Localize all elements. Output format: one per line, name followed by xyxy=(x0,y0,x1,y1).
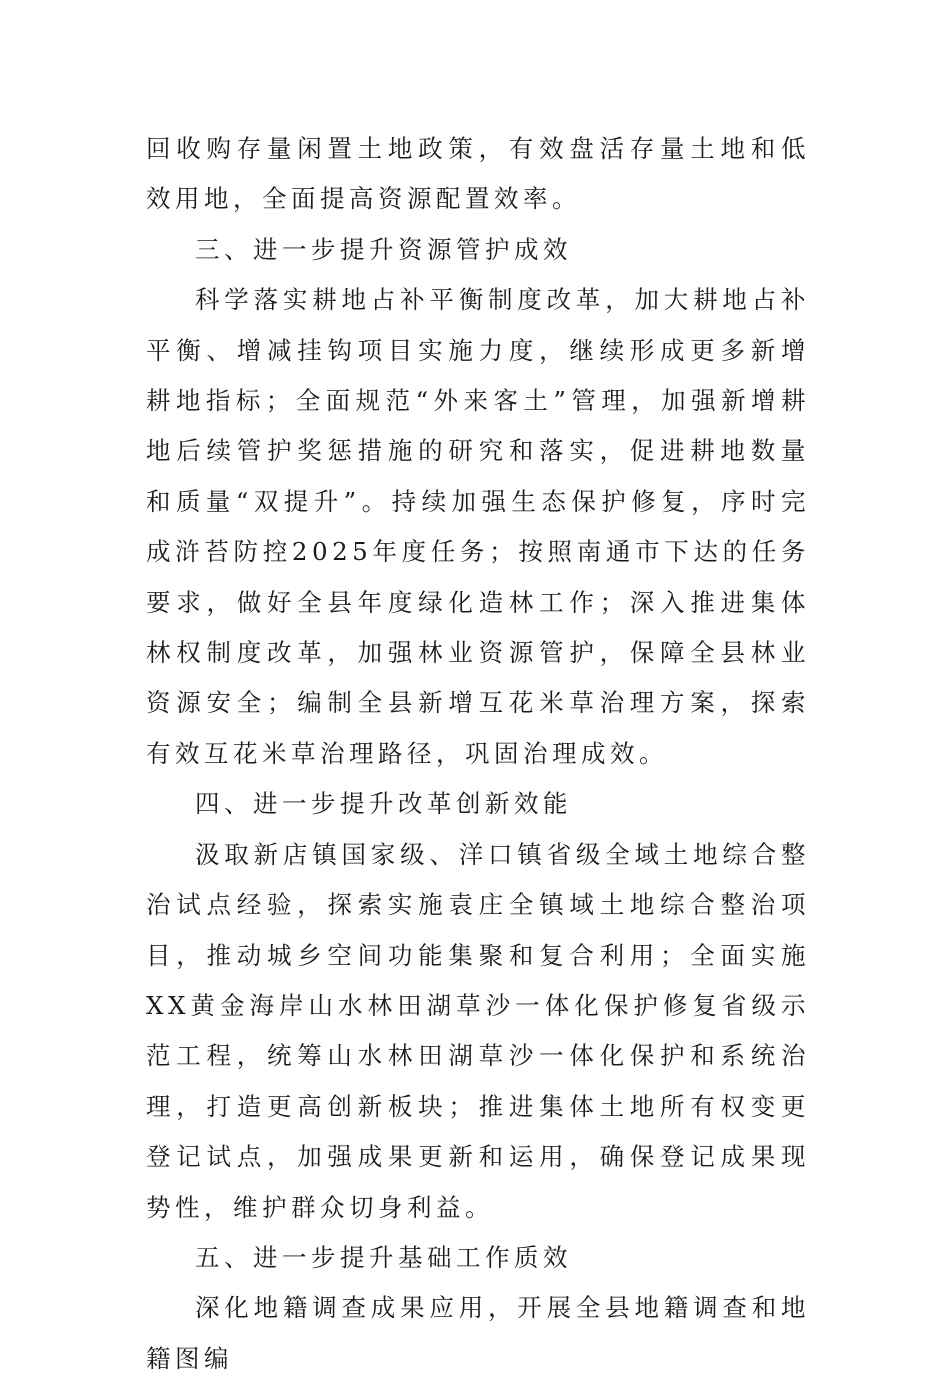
paragraph-resource-protection: 科学落实耕地占补平衡制度改革，加大耕地占补平衡、增减挂钩项目实施力度，继续形成更多新增耕地指标；全面规范“外来客土”管理，加强新增耕地后续管护奖惩措施的研究和落实，促进耕地数量和质量“双提升”。持续加强生态保护修复，序时完成浒苔防控2025年度任务；按照南通市下达的任务要求，做好全县年度绿化造林工作；深入推进集体林权制度改革，加强林业资源管护，保障全县林业资源安全；编制全县新增互花米草治理方案，探索有效互花米草治理路径，巩固治理成效。 xyxy=(146,285,810,768)
section-heading-3: 三、进一步提升资源管护成效 xyxy=(195,234,572,264)
paragraph-reform-innovation: 汲取新店镇国家级、洋口镇省级全域土地综合整治试点经验，探索实施袁庄全镇域土地综合整治项目，推动城乡空间功能集聚和复合利用；全面实施XX黄金海岸山水林田湖草沙一体化保护修复省级示范工程，统筹山水林田湖草沙一体化保护和系统治理，打造更高创新板块；推进集体土地所有权变更登记试点，加强成果更新和运用，确保登记成果现势性，维护群众切身利益。 xyxy=(146,839,810,1222)
paragraph-continuation: 回收购存量闲置土地政策，有效盘活存量土地和低效用地，全面提高资源配置效率。 xyxy=(146,134,810,214)
section-heading-4: 四、进一步提升改革创新效能 xyxy=(195,789,572,819)
section-heading-5: 五、进一步提升基础工作质效 xyxy=(195,1242,572,1272)
document-body xyxy=(146,124,810,1384)
paragraph-basic-work: 深化地籍调查成果应用，开展全县地籍调查和地籍图编 xyxy=(146,1293,810,1373)
